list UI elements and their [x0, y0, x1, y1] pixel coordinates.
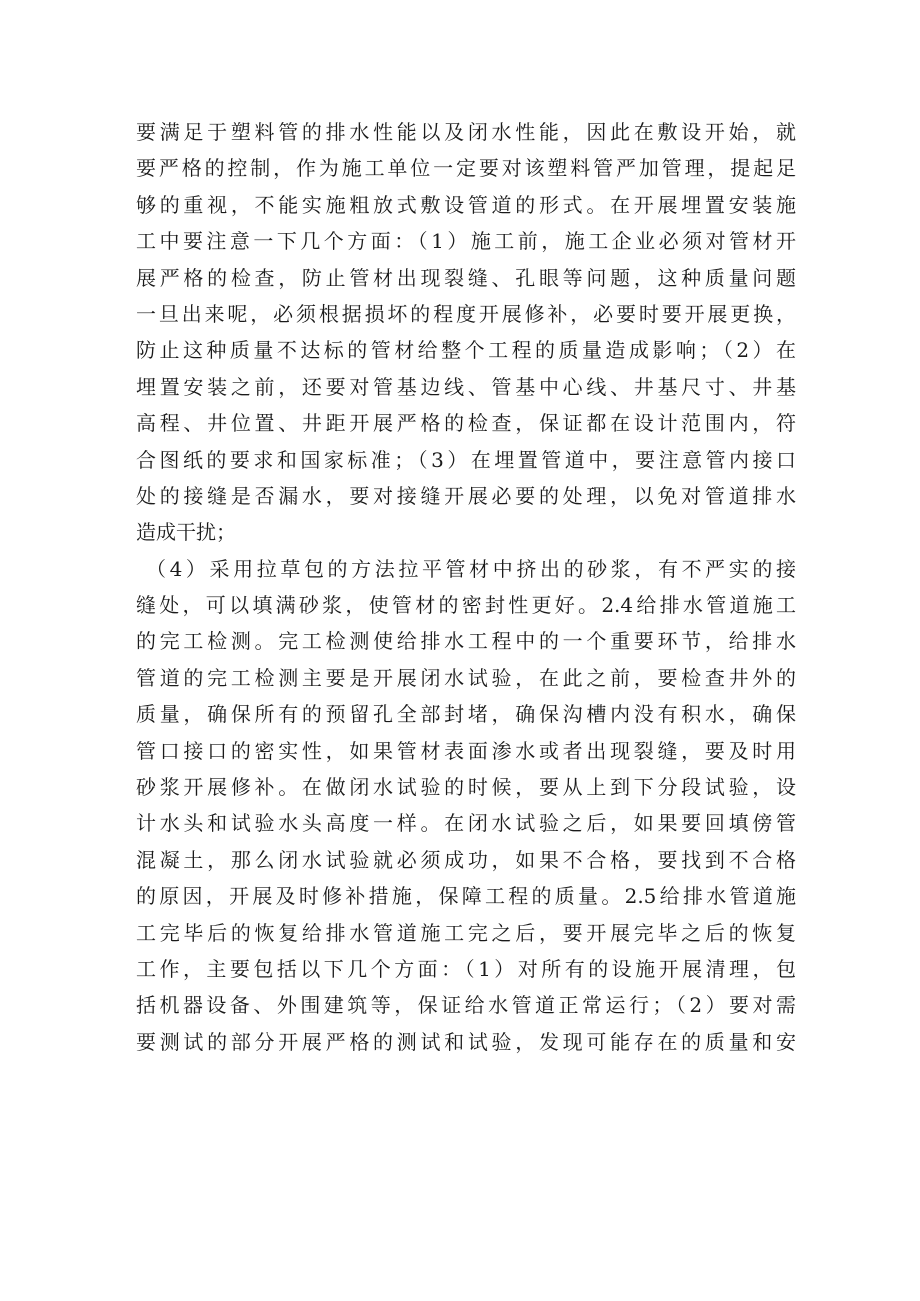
text-line: 埋置安装之前，还要对管基边线、管基中心线、井基尺寸、井基	[136, 374, 796, 399]
text-line: 的完工检测。完工检测使给排水工程中的一个重要环节，给排水	[136, 629, 796, 654]
text-line: 的原因，开展及时修补措施，保障工程的质量。2.5给排水管道施	[136, 884, 796, 909]
text-line: （4）采用拉草包的方法拉平管材中挤出的砂浆，有不严实的接	[146, 556, 796, 581]
text-line: 工完毕后的恢复给排水管道施工完之后，要开展完毕之后的恢复	[136, 920, 796, 945]
text-line: 砂浆开展修补。在做闭水试验的时候，要从上到下分段试验，设	[136, 775, 796, 800]
text-line: 管口接口的密实性，如果管材表面渗水或者出现裂缝，要及时用	[136, 738, 796, 763]
body-text	[136, 114, 796, 1060]
text-line: 一旦出来呢，必须根据损坏的程度开展修补，必要时要开展更换，	[136, 301, 796, 326]
text-line: 防止这种质量不达标的管材给整个工程的质量造成影响；（2）在	[136, 338, 796, 363]
text-line: 工中要注意一下几个方面：（1）施工前，施工企业必须对管材开	[136, 229, 796, 254]
text-line: 造成干扰；	[136, 520, 236, 545]
text-line: 工作，主要包括以下几个方面：（1）对所有的设施开展清理，包	[136, 956, 796, 981]
text-line: 展严格的检查，防止管材出现裂缝、孔眼等问题，这种质量问题	[136, 265, 796, 290]
text-line: 要满足于塑料管的排水性能以及闭水性能，因此在敷设开始，就	[136, 120, 796, 144]
text-line: 高程、井位置、井距开展严格的检查，保证都在设计范围内，符	[136, 411, 796, 436]
text-line: 质量，确保所有的预留孔全部封堵，确保沟槽内没有积水，确保	[136, 702, 796, 727]
text-line: 合图纸的要求和国家标准；（3）在埋置管道中，要注意管内接口	[136, 447, 796, 472]
text-line: 要严格的控制，作为施工单位一定要对该塑料管严加管理，提起足	[136, 156, 796, 181]
text-line: 要测试的部分开展严格的测试和试验，发现可能存在的质量和安	[136, 1029, 796, 1054]
text-line: 够的重视，不能实施粗放式敷设管道的形式。在开展埋置安装施	[136, 192, 796, 217]
text-line: 缝处，可以填满砂浆，使管材的密封性更好。2.4给排水管道施工	[136, 593, 796, 618]
text-line: 处的接缝是否漏水，要对接缝开展必要的处理，以免对管道排水	[136, 483, 796, 508]
text-line: 括机器设备、外围建筑等，保证给水管道正常运行；（2）要对需	[136, 993, 796, 1018]
text-line: 管道的完工检测主要是开展闭水试验，在此之前，要检查井外的	[136, 665, 796, 690]
text-line: 混凝土，那么闭水试验就必须成功，如果不合格，要找到不合格	[136, 847, 796, 872]
text-line: 计水头和试验水头高度一样。在闭水试验之后，如果要回填傍管	[136, 811, 796, 836]
